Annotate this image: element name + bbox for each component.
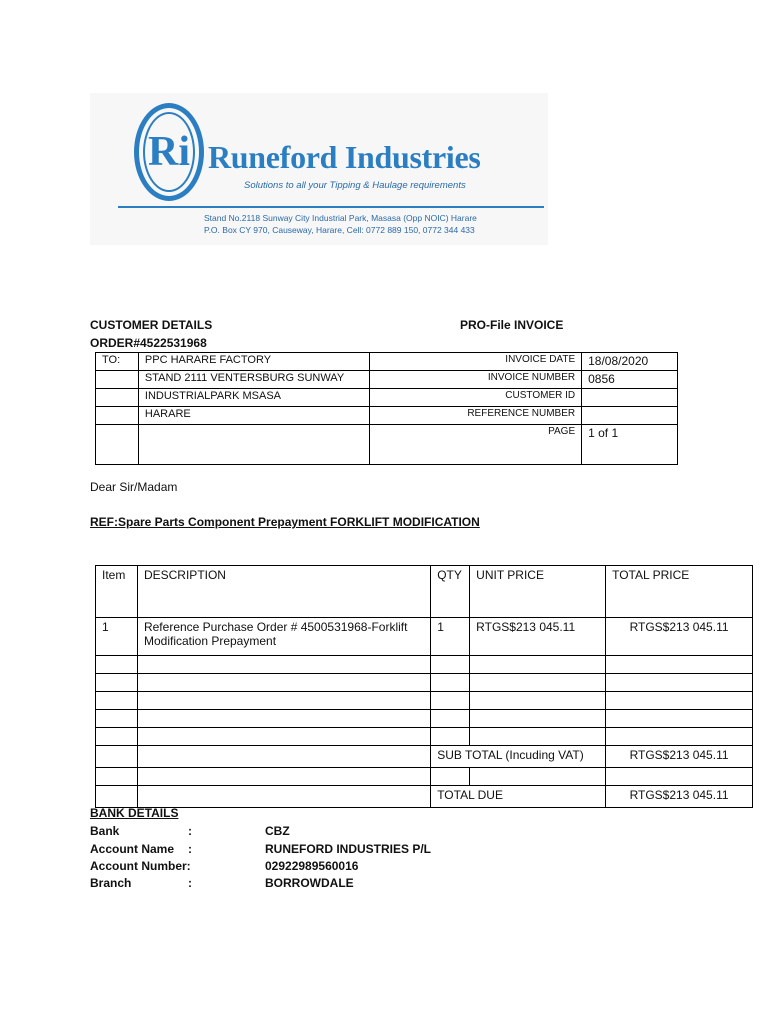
subtotal-value: RTGS$213 045.11 — [606, 746, 753, 768]
customer-table — [95, 352, 678, 465]
page-value: 1 of 1 — [582, 425, 678, 465]
empty-row — [96, 768, 753, 786]
empty-cell — [470, 710, 606, 728]
empty-cell — [606, 728, 753, 746]
to-label: TO: — [96, 353, 139, 371]
branch-colon: : — [188, 876, 192, 890]
customer-address-line: HARARE — [138, 407, 369, 425]
empty-cell — [470, 656, 606, 674]
customer-address-line: PPC HARARE FACTORY — [138, 353, 369, 371]
branch-value: BORROWDALE — [265, 876, 354, 890]
empty-row — [96, 656, 753, 674]
company-name: Runeford Industries — [208, 139, 481, 175]
items-table — [95, 565, 753, 808]
subtotal-row — [96, 746, 753, 768]
header-description: DESCRIPTION — [137, 566, 430, 618]
empty-row — [96, 728, 753, 746]
customer-row — [96, 353, 678, 371]
empty-cell — [137, 768, 430, 786]
empty-row — [96, 674, 753, 692]
empty-cell — [431, 674, 470, 692]
empty-cell — [470, 728, 606, 746]
empty-cell — [137, 656, 430, 674]
empty-cell — [137, 674, 430, 692]
empty-cell — [470, 768, 606, 786]
empty-cell — [431, 656, 470, 674]
empty-cell — [431, 728, 470, 746]
empty-cell — [137, 728, 430, 746]
company-tagline: Solutions to all your Tipping & Haulage requirements — [244, 180, 466, 191]
empty-cell — [137, 692, 430, 710]
empty-cell — [96, 786, 138, 808]
customer-row — [96, 425, 678, 465]
empty-cell — [137, 746, 430, 768]
header-item: Item — [96, 566, 138, 618]
account-name-label: Account Name — [90, 842, 175, 856]
invoice-date-value: 18/08/2020 — [582, 353, 678, 371]
empty-cell — [606, 710, 753, 728]
empty-row — [96, 710, 753, 728]
total-due-row — [96, 786, 753, 808]
invoice-type-heading: PRO-File INVOICE — [460, 318, 564, 332]
item-number: 1 — [96, 618, 138, 656]
reference-line: REF:Spare Parts Component Prepayment FORKLIFT MODIFICATION — [90, 515, 480, 529]
empty-cell — [606, 674, 753, 692]
header-qty: QTY — [431, 566, 470, 618]
bank-label: Bank — [90, 824, 120, 838]
empty-row — [96, 692, 753, 710]
customer-row — [96, 389, 678, 407]
header-total-price: TOTAL PRICE — [606, 566, 753, 618]
empty-cell — [606, 768, 753, 786]
empty-cell — [137, 786, 430, 808]
empty-cell — [470, 692, 606, 710]
account-number-label: Account Number: — [90, 859, 191, 873]
logo-mark: Ri — [148, 129, 190, 175]
item-description: Reference Purchase Order # 4500531968-Forklift Modification Prepayment — [137, 618, 430, 656]
empty-cell — [96, 710, 138, 728]
customer-id-label: CUSTOMER ID — [369, 389, 581, 407]
letterhead — [90, 93, 548, 245]
empty-cell — [431, 710, 470, 728]
empty-cell — [96, 656, 138, 674]
empty-cell — [96, 674, 138, 692]
invoice-number-label: INVOICE NUMBER — [369, 371, 581, 389]
empty-cell — [96, 692, 138, 710]
customer-row — [96, 371, 678, 389]
header-unit-price: UNIT PRICE — [470, 566, 606, 618]
empty-cell — [606, 656, 753, 674]
customer-details-heading: CUSTOMER DETAILS — [90, 318, 213, 332]
empty-cell — [96, 728, 138, 746]
to-label-spacer — [96, 371, 139, 389]
salutation: Dear Sir/Madam — [90, 480, 178, 494]
table-row — [96, 618, 753, 656]
empty-cell — [137, 710, 430, 728]
to-label-spacer — [96, 425, 139, 465]
empty-cell — [96, 746, 138, 768]
letterhead-divider — [118, 206, 544, 208]
page-label: PAGE — [369, 425, 581, 465]
customer-id-value — [582, 389, 678, 407]
subtotal-label: SUB TOTAL (Incuding VAT) — [431, 746, 606, 768]
empty-cell — [96, 768, 138, 786]
company-address-line-2: P.O. Box CY 970, Causeway, Harare, Cell: 0772 889 150, 0772 344 433 — [204, 225, 475, 235]
to-label-spacer — [96, 389, 139, 407]
account-name-colon: : — [188, 842, 192, 856]
items-header-row — [96, 566, 753, 618]
total-due-value: RTGS$213 045.11 — [606, 786, 753, 808]
item-total-price: RTGS$213 045.11 — [606, 618, 753, 656]
empty-cell — [470, 674, 606, 692]
reference-number-value — [582, 407, 678, 425]
to-label-spacer — [96, 407, 139, 425]
item-qty: 1 — [431, 618, 470, 656]
reference-number-label: REFERENCE NUMBER — [369, 407, 581, 425]
invoice-number-value: 0856 — [582, 371, 678, 389]
empty-cell — [431, 692, 470, 710]
account-number-value: 02922989560016 — [265, 859, 359, 873]
total-due-label: TOTAL DUE — [431, 786, 606, 808]
bank-value: CBZ — [265, 824, 290, 838]
customer-row — [96, 407, 678, 425]
order-number: ORDER#4522531968 — [90, 336, 207, 350]
account-name-value: RUNEFORD INDUSTRIES P/L — [265, 842, 432, 856]
company-address-line-1: Stand No.2118 Sunway City Industrial Park, Masasa (Opp NOIC) Harare — [204, 213, 477, 223]
bank-colon: : — [188, 824, 192, 838]
empty-cell — [431, 768, 470, 786]
customer-address-line: INDUSTRIALPARK MSASA — [138, 389, 369, 407]
bank-details-heading: BANK DETAILS — [90, 806, 179, 820]
item-unit-price: RTGS$213 045.11 — [470, 618, 606, 656]
empty-cell — [606, 692, 753, 710]
customer-address-line — [138, 425, 369, 465]
logo-inner-ring — [143, 112, 195, 192]
customer-address-line: STAND 2111 VENTERSBURG SUNWAY — [138, 371, 369, 389]
company-logo — [134, 103, 204, 201]
invoice-date-label: INVOICE DATE — [369, 353, 581, 371]
branch-label: Branch — [90, 876, 132, 890]
